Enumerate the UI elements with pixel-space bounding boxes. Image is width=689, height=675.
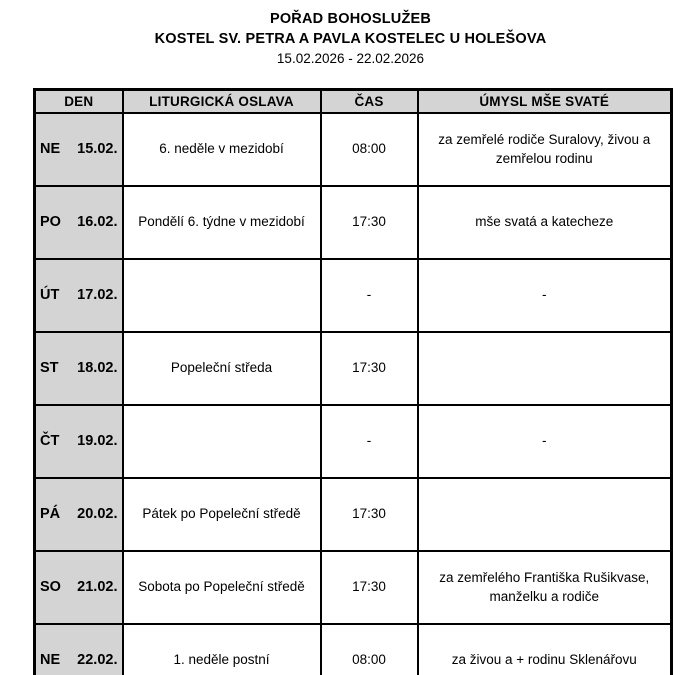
day-label: [40, 139, 118, 159]
day-label: [40, 431, 118, 451]
time-cell: -: [321, 259, 418, 332]
celebration-cell: [123, 405, 321, 478]
table-row: [35, 405, 672, 478]
time-cell: 17:30: [321, 551, 418, 624]
day-date: 22.02.: [77, 652, 118, 669]
day-cell: [35, 624, 123, 675]
day-label: [40, 650, 118, 670]
time-cell: -: [321, 405, 418, 478]
celebration-cell: 1. neděle postní: [123, 624, 321, 675]
time-cell: 17:30: [321, 186, 418, 259]
celebration-cell: [123, 259, 321, 332]
table-row: [35, 478, 672, 551]
table-row: [35, 186, 672, 259]
intention-cell: [418, 332, 672, 405]
day-abbr: SO: [40, 579, 61, 596]
intention-cell: za zemřelého Františka Rušikvase, manželku a rodiče: [418, 551, 672, 624]
day-date: 18.02.: [77, 360, 118, 377]
table-row: [35, 332, 672, 405]
page-title: POŘAD BOHOSLUŽEB: [269, 11, 432, 27]
day-date: 20.02.: [77, 506, 118, 523]
day-label: [40, 504, 118, 524]
day-cell: [35, 478, 123, 551]
schedule-table: [33, 88, 673, 675]
day-label: [40, 358, 118, 378]
table-row: [35, 624, 672, 675]
celebration-cell: Pondělí 6. týdne v mezidobí: [123, 186, 321, 259]
intention-cell: za zemřelé rodiče Suralovy, živou a zemřelou rodinu: [418, 113, 672, 186]
date-range: 15.02.2026 - 22.02.2026: [276, 51, 425, 66]
intention-cell: [418, 478, 672, 551]
day-cell: [35, 186, 123, 259]
day-date: 17.02.: [77, 287, 118, 304]
day-cell: [35, 405, 123, 478]
time-cell: 08:00: [321, 113, 418, 186]
celebration-cell: Popeleční středa: [123, 332, 321, 405]
time-cell: 08:00: [321, 624, 418, 675]
day-abbr: ČT: [40, 433, 60, 450]
day-abbr: PO: [40, 214, 61, 231]
day-date: 19.02.: [77, 433, 118, 450]
day-cell: [35, 551, 123, 624]
day-cell: [35, 332, 123, 405]
intention-cell: za živou a + rodinu Sklenářovu: [418, 624, 672, 675]
celebration-cell: Sobota po Popeleční středě: [123, 551, 321, 624]
intention-cell: -: [418, 405, 672, 478]
day-abbr: NE: [40, 141, 61, 158]
intention-cell: -: [418, 259, 672, 332]
header-umysl-mse-svate: ÚMYSL MŠE SVATÉ: [418, 90, 672, 114]
day-cell: [35, 113, 123, 186]
day-label: [40, 577, 118, 597]
table-row: [35, 551, 672, 624]
time-cell: 17:30: [321, 478, 418, 551]
day-date: 16.02.: [77, 214, 118, 231]
day-cell: [35, 259, 123, 332]
header-row: [35, 90, 672, 114]
day-label: [40, 285, 118, 305]
day-abbr: PÁ: [40, 506, 61, 523]
header-cas: ČAS: [321, 90, 418, 114]
day-date: 15.02.: [77, 141, 118, 158]
title-block: [33, 9, 668, 69]
day-abbr: ÚT: [40, 287, 60, 304]
day-date: 21.02.: [77, 579, 118, 596]
intention-cell: mše svatá a katecheze: [418, 186, 672, 259]
day-label: [40, 212, 118, 232]
church-name: KOSTEL SV. PETRA A PAVLA KOSTELEC U HOLEŠOVA: [154, 31, 547, 47]
day-abbr: ST: [40, 360, 59, 377]
time-cell: 17:30: [321, 332, 418, 405]
header-liturgicka-oslava: LITURGICKÁ OSLAVA: [123, 90, 321, 114]
celebration-cell: Pátek po Popeleční středě: [123, 478, 321, 551]
table-row: [35, 113, 672, 186]
table-row: [35, 259, 672, 332]
day-abbr: NE: [40, 652, 61, 669]
header-den: DEN: [35, 90, 123, 114]
celebration-cell: 6. neděle v mezidobí: [123, 113, 321, 186]
